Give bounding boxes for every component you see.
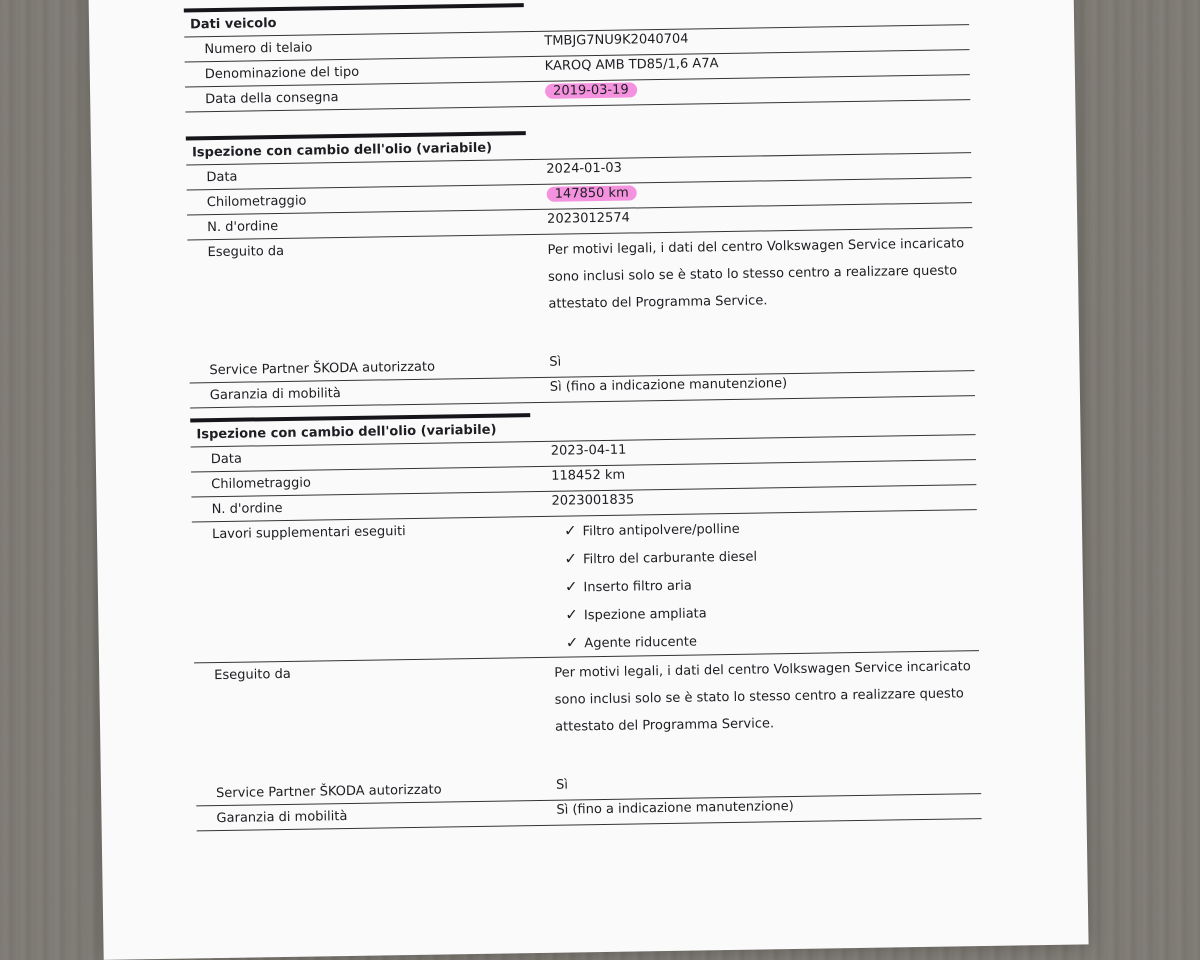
inspection1-section [186, 124, 975, 408]
delivery-value: 2019-03-19 [545, 82, 637, 98]
extra-work-list [564, 516, 759, 659]
km-value: 147850 km [547, 185, 637, 201]
row-executed-by [194, 651, 980, 761]
order-value: 2023001835 [551, 492, 635, 509]
vehicle-section [184, 0, 971, 112]
km-label: Chilometraggio [211, 475, 312, 493]
mobility-value: Sì (fino a indicazione manutenzione) [556, 799, 794, 818]
executed-by-label: Eseguito da [214, 666, 291, 684]
partner-label: Service Partner ŠKODA autorizzato [209, 359, 436, 379]
check-icon: ✓ [563, 521, 577, 540]
date-value: 2023-04-11 [550, 442, 627, 459]
extra-item-label: Filtro antipolvere/polline [582, 521, 740, 540]
mobility-label: Garanzia di mobilità [216, 809, 348, 827]
extra-item-label: Agente riducente [584, 634, 698, 652]
list-item [565, 600, 758, 631]
partner-value: Sì [549, 354, 562, 370]
order-value: 2023012574 [547, 210, 630, 227]
order-label: N. d'ordine [211, 501, 283, 518]
extra-work-label: Lavori supplementari eseguiti [211, 524, 406, 543]
date-label: Data [206, 169, 238, 186]
extra-item-label: Ispezione ampliata [583, 606, 707, 624]
list-item [564, 544, 757, 575]
check-icon: ✓ [564, 549, 578, 568]
list-item [564, 516, 757, 547]
row-extra-work [192, 510, 979, 663]
check-icon: ✓ [564, 577, 578, 596]
extra-item-label: Inserto filtro aria [583, 578, 692, 596]
list-item [565, 572, 758, 603]
partner-value: Sì [555, 777, 569, 793]
date-value: 2024-01-03 [546, 160, 623, 177]
inspection2-title: Ispezione con cambio dell'olio (variabile) [190, 410, 975, 447]
mobility-label: Garanzia di mobilità [209, 386, 341, 404]
km-value: 118452 km [551, 467, 626, 484]
vin-value: TMBJG7NU9K2040704 [544, 31, 689, 49]
check-icon: ✓ [565, 633, 579, 652]
order-label: N. d'ordine [207, 219, 279, 236]
type-label: Denominazione del tipo [204, 64, 360, 83]
type-value: KAROQ AMB TD85/1,6 A7A [544, 56, 719, 74]
row-executed-by [187, 228, 973, 338]
partner-label: Service Partner ŠKODA autorizzato [215, 782, 442, 802]
vin-label: Numero di telaio [204, 40, 313, 58]
inspection1-title: Ispezione con cambio dell'olio (variabile) [186, 128, 971, 165]
list-item [566, 628, 759, 659]
extra-item-label: Filtro del carburante diesel [582, 549, 758, 568]
document-page [88, 0, 1089, 960]
check-icon: ✓ [565, 605, 579, 624]
km-label: Chilometraggio [206, 193, 307, 211]
inspection2-section [190, 406, 981, 831]
delivery-label: Data della consegna [205, 90, 339, 108]
date-label: Data [210, 451, 243, 468]
executed-by-text: Per motivi legali, i dati del centro Volkswagen Service incaricato sono inclusi solo se è stato lo stesso centro a realizzare questo attestato del Programma Service. [554, 659, 971, 735]
executed-by-text: Per motivi legali, i dati del centro Volkswagen Service incaricato sono inclusi solo se è stato lo stesso centro a realizzare questo attestato del Programma Service. [547, 236, 965, 312]
mobility-value: Sì (fino a indicazione manutenzione) [549, 376, 788, 395]
executed-by-label: Eseguito da [207, 243, 285, 261]
vehicle-title: Dati veicolo [184, 0, 969, 37]
